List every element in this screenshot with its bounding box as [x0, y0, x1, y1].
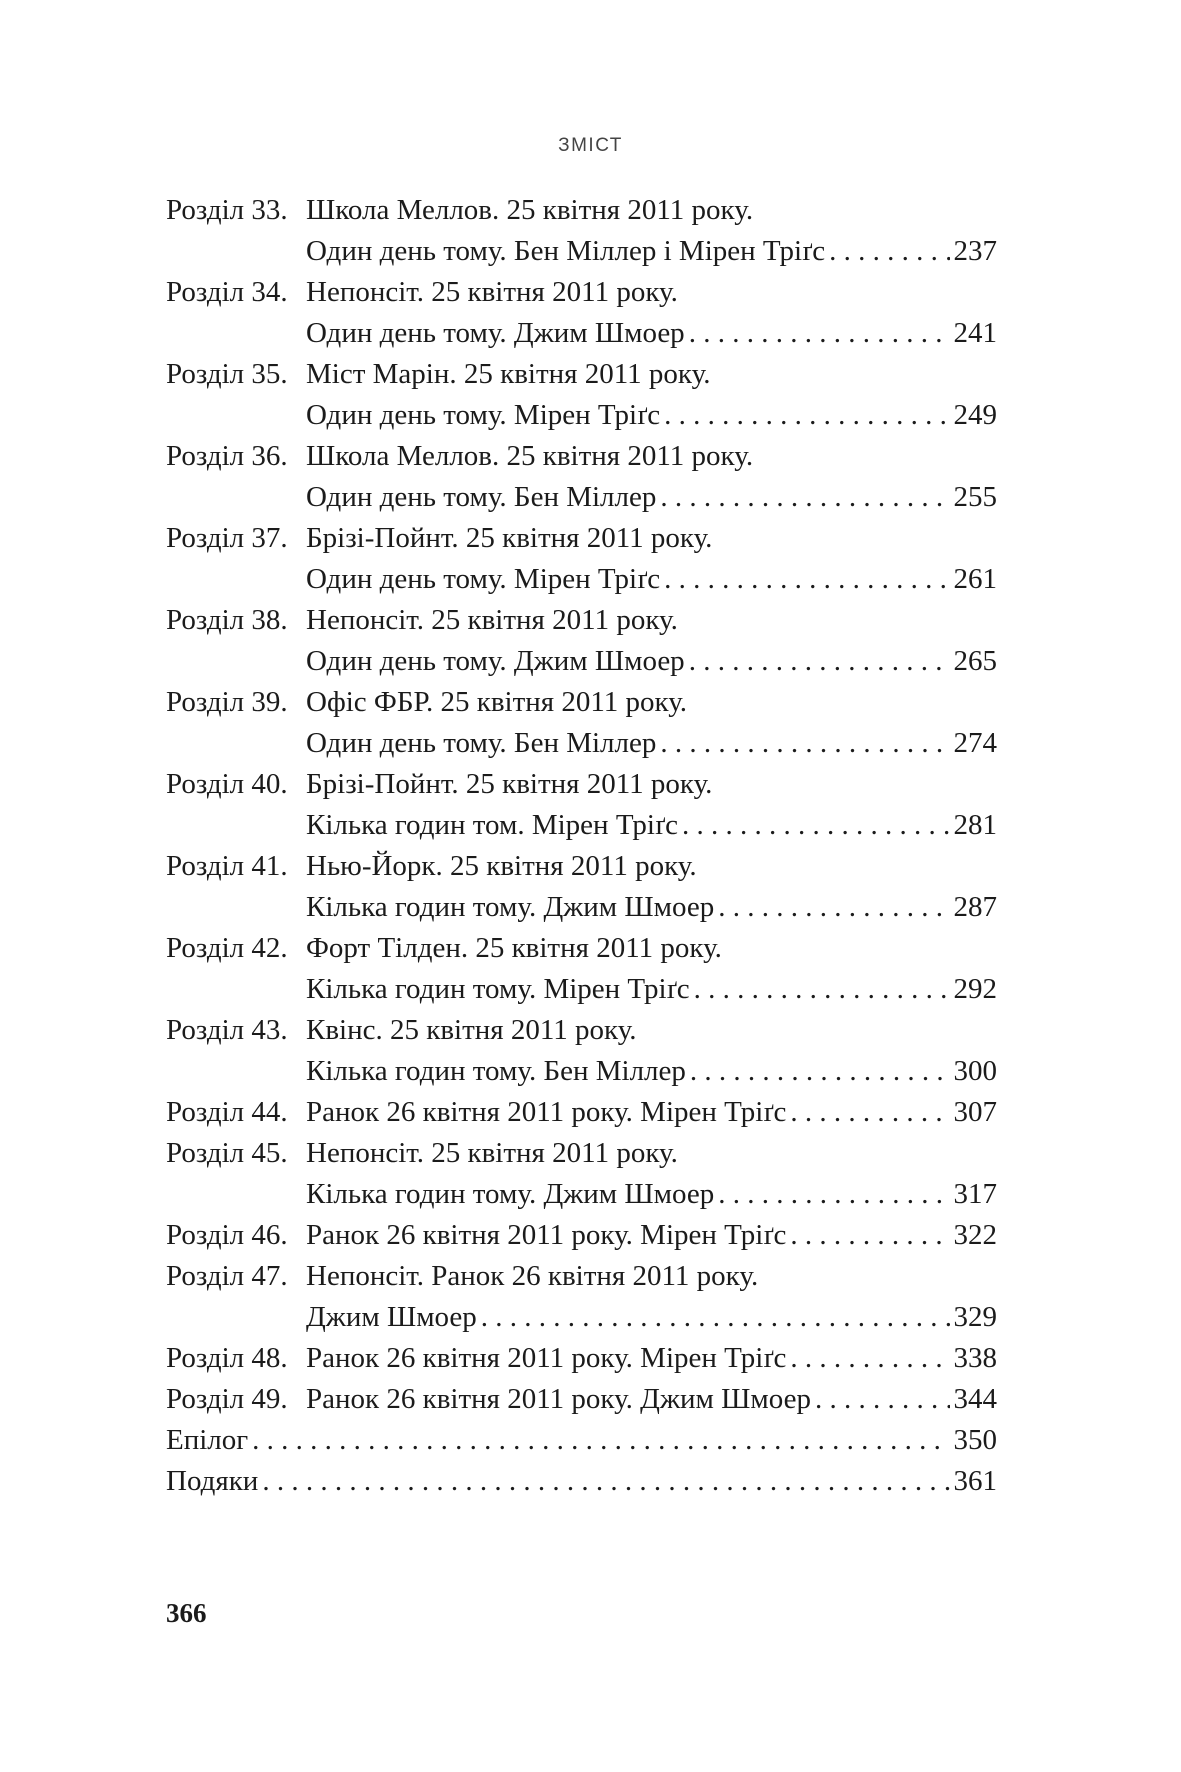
toc-line: [306, 600, 997, 641]
chapter-label: Розділ 33.: [166, 194, 288, 226]
toc-entry[interactable]: [166, 436, 997, 518]
toc-page-number: 287: [953, 891, 997, 923]
toc-entry-title: Один день тому. Джим Шмоер: [306, 645, 685, 677]
toc-entry[interactable]: [166, 1256, 997, 1338]
toc-entry-body: [306, 1338, 997, 1379]
dot-leader: [682, 805, 949, 846]
toc-entry-body: [306, 682, 997, 764]
chapter-label: Розділ 38.: [166, 604, 288, 636]
toc-page-number: 361: [953, 1465, 997, 1497]
dot-leader: [660, 477, 949, 518]
chapter-label: Розділ 42.: [166, 932, 288, 964]
toc-entry-title: Форт Тілден. 25 квітня 2011 року.: [306, 932, 722, 964]
chapter-label: Розділ 34.: [166, 276, 288, 308]
chapter-label: Розділ 48.: [166, 1342, 288, 1374]
chapter-label: Розділ 43.: [166, 1014, 288, 1046]
toc-line: [306, 1174, 997, 1215]
toc-entry-title: Непонсіт. 25 квітня 2011 року.: [306, 276, 678, 308]
toc-line: [306, 395, 997, 436]
toc-page-number: 292: [953, 973, 997, 1005]
toc-entry-title: Кілька годин том. Мірен Тріґс: [306, 809, 679, 841]
toc-line: [166, 1420, 997, 1461]
toc-entry-title: Ранок 26 квітня 2011 року. Джим Шмоер: [306, 1383, 811, 1415]
toc-entry-title: Один день тому. Бен Міллер: [306, 481, 657, 513]
toc-entry-title: Ранок 26 квітня 2011 року. Мірен Тріґс: [306, 1342, 787, 1374]
dot-leader: [829, 231, 949, 272]
toc-entry-body: [306, 190, 997, 272]
toc-entry-body: [306, 1379, 997, 1420]
toc-line: [306, 1215, 997, 1256]
toc-line: [306, 1297, 997, 1338]
toc-entry-title: Непонсіт. 25 квітня 2011 року.: [306, 604, 678, 636]
dot-leader: [689, 641, 950, 682]
toc-line: [306, 641, 997, 682]
toc-entry-title: Міст Марін. 25 квітня 2011 року.: [306, 358, 711, 390]
toc-entry-title: Школа Меллов. 25 квітня 2011 року.: [306, 194, 754, 226]
toc-entry-title: Епілог: [166, 1424, 249, 1456]
toc-entry-title: Квінс. 25 квітня 2011 року.: [306, 1014, 637, 1046]
toc-entry-title: Нью-Йорк. 25 квітня 2011 року.: [306, 850, 697, 882]
toc-line: [166, 1461, 997, 1502]
toc-entry-title: Один день тому. Мірен Тріґс: [306, 399, 661, 431]
toc-line: [306, 805, 997, 846]
dot-leader: [689, 313, 950, 354]
toc-entry-body: [306, 1133, 997, 1215]
toc-entry-title: Ранок 26 квітня 2011 року. Мірен Тріґс: [306, 1219, 787, 1251]
toc-entry[interactable]: [166, 1338, 997, 1379]
chapter-label: Розділ 36.: [166, 440, 288, 472]
toc-entry-title: Один день тому. Бен Міллер і Мірен Тріґс: [306, 235, 826, 267]
toc-entry[interactable]: [166, 928, 997, 1010]
toc-line: [306, 723, 997, 764]
dot-leader: [481, 1297, 950, 1338]
dot-leader: [790, 1338, 949, 1379]
toc-entry-title: Кілька годин тому. Джим Шмоер: [306, 1178, 715, 1210]
toc-entry[interactable]: [166, 272, 997, 354]
toc-line: [306, 354, 997, 395]
toc-page-number: 255: [953, 481, 997, 513]
chapter-label: Розділ 39.: [166, 686, 288, 718]
dot-leader: [718, 1174, 949, 1215]
toc-page-number: 307: [953, 1096, 997, 1128]
chapter-label: Розділ 44.: [166, 1096, 288, 1128]
toc-page-number: 237: [953, 235, 997, 267]
toc-line: [306, 436, 997, 477]
toc-entry-body: [306, 1215, 997, 1256]
dot-leader: [815, 1379, 950, 1420]
toc-entry-body: [306, 846, 997, 928]
toc-entry[interactable]: [166, 1379, 997, 1420]
toc-page-number: 281: [953, 809, 997, 841]
toc-entry-title: Подяки: [166, 1465, 259, 1497]
toc-line: [306, 231, 997, 272]
toc-line: [306, 1010, 997, 1051]
toc-page-number: 265: [953, 645, 997, 677]
toc-entry[interactable]: [166, 600, 997, 682]
toc-entry[interactable]: [166, 1092, 997, 1133]
chapter-label: Розділ 45.: [166, 1137, 288, 1169]
toc-entry-body: [306, 1092, 997, 1133]
table-of-contents: [166, 190, 997, 1502]
toc-entry-title: Непонсіт. Ранок 26 квітня 2011 року.: [306, 1260, 759, 1292]
toc-entry[interactable]: [166, 764, 997, 846]
dot-leader: [694, 969, 950, 1010]
toc-entry-title: Непонсіт. 25 квітня 2011 року.: [306, 1137, 678, 1169]
toc-line: [306, 518, 997, 559]
toc-entry-title: Брізі-Пойнт. 25 квітня 2011 року.: [306, 768, 713, 800]
toc-line: [306, 1338, 997, 1379]
toc-entry[interactable]: [166, 1215, 997, 1256]
toc-entry[interactable]: [166, 682, 997, 764]
dot-leader: [262, 1461, 949, 1502]
page-number: 366: [166, 1598, 207, 1628]
chapter-label: Розділ 49.: [166, 1383, 288, 1415]
toc-entry-title: Кілька годин тому. Бен Міллер: [306, 1055, 686, 1087]
toc-entry[interactable]: [166, 846, 997, 928]
toc-entry-title: Один день тому. Джим Шмоер: [306, 317, 685, 349]
chapter-label: Розділ 46.: [166, 1219, 288, 1251]
toc-line: [306, 190, 997, 231]
toc-line: [306, 272, 997, 313]
dot-leader: [660, 723, 949, 764]
toc-entry-body: [306, 354, 997, 436]
toc-entry-title: Кілька годин тому. Мірен Тріґс: [306, 973, 690, 1005]
dot-leader: [664, 395, 949, 436]
toc-entry-title: Кілька годин тому. Джим Шмоер: [306, 891, 715, 923]
toc-line: [306, 1092, 997, 1133]
toc-entry-title: Ранок 26 квітня 2011 року. Мірен Тріґс: [306, 1096, 787, 1128]
toc-line: [306, 846, 997, 887]
toc-page-number: 350: [953, 1424, 997, 1456]
toc-entry-title: Школа Меллов. 25 квітня 2011 року.: [306, 440, 754, 472]
toc-page-number: 249: [953, 399, 997, 431]
toc-entry-title: Офіс ФБР. 25 квітня 2011 року.: [306, 686, 688, 718]
toc-entry[interactable]: [166, 1010, 997, 1092]
dot-leader: [790, 1215, 949, 1256]
toc-page-number: 338: [953, 1342, 997, 1374]
toc-entry-title: Один день тому. Мірен Тріґс: [306, 563, 661, 595]
toc-line: [306, 764, 997, 805]
dot-leader: [690, 1051, 950, 1092]
toc-entry-body: [306, 1256, 997, 1338]
chapter-label: Розділ 35.: [166, 358, 288, 390]
running-header: ЗМІСТ: [558, 135, 623, 156]
chapter-label: Розділ 47.: [166, 1260, 288, 1292]
toc-page-number: 274: [953, 727, 997, 759]
toc-line: [306, 1133, 997, 1174]
chapter-label: Розділ 37.: [166, 522, 288, 554]
toc-line: [306, 682, 997, 723]
dot-leader: [718, 887, 949, 928]
toc-line: [306, 559, 997, 600]
toc-entry-title: Брізі-Пойнт. 25 квітня 2011 року.: [306, 522, 713, 554]
toc-entry-epilogue[interactable]: [166, 1420, 997, 1461]
chapter-label: Розділ 40.: [166, 768, 288, 800]
toc-entry-body: [306, 1010, 997, 1092]
chapter-label: Розділ 41.: [166, 850, 288, 882]
toc-line: [306, 969, 997, 1010]
toc-line: [306, 928, 997, 969]
toc-page-number: 329: [953, 1301, 997, 1333]
dot-leader: [252, 1420, 949, 1461]
toc-page-number: 261: [953, 563, 997, 595]
toc-page-number: 241: [953, 317, 997, 349]
toc-line: [306, 1256, 997, 1297]
toc-entry-title: Один день тому. Бен Міллер: [306, 727, 657, 759]
toc-line: [306, 313, 997, 354]
toc-line: [306, 1051, 997, 1092]
toc-line: [306, 1379, 997, 1420]
toc-entry-title: Джим Шмоер: [306, 1301, 477, 1333]
toc-entry-body: [306, 928, 997, 1010]
toc-entry-body: [306, 272, 997, 354]
toc-entry-acknowledgements[interactable]: [166, 1461, 997, 1502]
toc-entry[interactable]: [166, 190, 997, 272]
toc-entry[interactable]: [166, 1133, 997, 1215]
toc-entry-body: [306, 436, 997, 518]
toc-page-number: 300: [953, 1055, 997, 1087]
toc-entry-body: [306, 518, 997, 600]
toc-entry[interactable]: [166, 518, 997, 600]
toc-line: [306, 477, 997, 518]
toc-entry-body: [306, 600, 997, 682]
toc-entry-body: [306, 764, 997, 846]
toc-page-number: 317: [953, 1178, 997, 1210]
toc-page-number: 344: [953, 1383, 997, 1415]
toc-entry[interactable]: [166, 354, 997, 436]
dot-leader: [664, 559, 949, 600]
toc-page-number: 322: [953, 1219, 997, 1251]
dot-leader: [790, 1092, 949, 1133]
toc-line: [306, 887, 997, 928]
